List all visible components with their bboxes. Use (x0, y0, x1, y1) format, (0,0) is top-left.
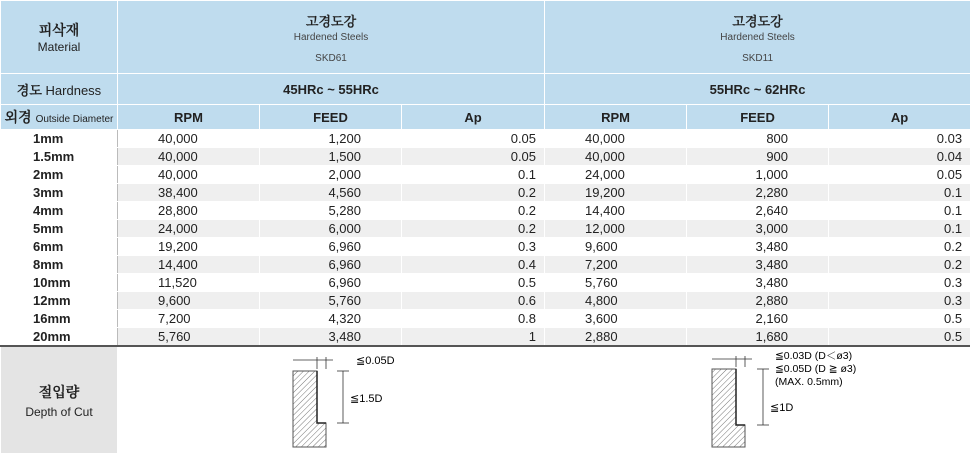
rpm-cell: 40,000 (545, 130, 687, 148)
ap-cell: 0.04 (829, 148, 970, 166)
table-row (1, 220, 970, 238)
diameter-label: 외경 Outside Diameter (1, 105, 118, 130)
ap-cell: 1 (402, 328, 545, 347)
col-ap-2: Ap (829, 105, 970, 130)
feed-cell: 800 (687, 130, 829, 148)
diameter-cell: 1mm (1, 130, 118, 148)
ap-cell: 0.4 (402, 256, 545, 274)
column-header-row (1, 105, 970, 130)
feed-cell: 2,640 (687, 202, 829, 220)
table-row (1, 130, 970, 148)
rpm-cell: 14,400 (545, 202, 687, 220)
table-row (1, 328, 970, 347)
diameter-cell: 10mm (1, 274, 118, 292)
ap-cell: 0.8 (402, 310, 545, 328)
col-rpm-1: RPM (118, 105, 260, 130)
feed-cell: 5,280 (260, 202, 402, 220)
feed-cell: 2,000 (260, 166, 402, 184)
ap-cell: 0.6 (402, 292, 545, 310)
feed-cell: 3,480 (687, 274, 829, 292)
ap-cell: 0.3 (402, 238, 545, 256)
feed-cell: 6,960 (260, 238, 402, 256)
rpm-cell: 19,200 (545, 184, 687, 202)
steel-skd11: 고경도강 Hardened Steels SKD11 (545, 1, 970, 74)
diameter-cell: 4mm (1, 202, 118, 220)
feed-cell: 3,000 (687, 220, 829, 238)
col-rpm-2: RPM (545, 105, 687, 130)
col-feed-2: FEED (687, 105, 829, 130)
rpm-cell: 5,760 (118, 328, 260, 347)
table-row (1, 166, 970, 184)
rpm-cell: 2,880 (545, 328, 687, 347)
depth-diagram-skd11 (545, 346, 970, 454)
steel-skd61: 고경도강 Hardened Steels SKD61 (118, 1, 545, 74)
rpm-cell: 19,200 (118, 238, 260, 256)
ap-cell: 0.5 (829, 328, 970, 347)
rpm-cell: 40,000 (118, 130, 260, 148)
hardness-skd11: 55HRc ~ 62HRc (545, 74, 970, 105)
rpm-cell: 40,000 (545, 148, 687, 166)
ap-cell: 0.1 (829, 220, 970, 238)
ap-cell: 0.1 (402, 166, 545, 184)
feed-cell: 2,880 (687, 292, 829, 310)
ap-cell: 0.2 (402, 220, 545, 238)
rpm-cell: 5,760 (545, 274, 687, 292)
table-row (1, 256, 970, 274)
rpm-cell: 12,000 (545, 220, 687, 238)
feed-cell: 1,500 (260, 148, 402, 166)
ap-cell: 0.5 (829, 310, 970, 328)
diameter-cell: 6mm (1, 238, 118, 256)
feed-cell: 1,000 (687, 166, 829, 184)
col-ap-1: Ap (402, 105, 545, 130)
table-row (1, 292, 970, 310)
feed-cell: 6,000 (260, 220, 402, 238)
ap-cell: 0.2 (402, 202, 545, 220)
feed-cell: 4,560 (260, 184, 402, 202)
ap-cell: 0.3 (829, 274, 970, 292)
ap-cell: 0.05 (829, 166, 970, 184)
material-label: 피삭재 Material (1, 1, 118, 74)
rpm-cell: 7,200 (545, 256, 687, 274)
depth-diagram-skd61 (118, 346, 545, 454)
material-header-row (1, 1, 970, 74)
rpm-cell: 24,000 (545, 166, 687, 184)
diameter-cell: 16mm (1, 310, 118, 328)
ap-cell: 0.03 (829, 130, 970, 148)
depth-of-cut-label: 절입량 Depth of Cut (1, 346, 118, 454)
diameter-cell: 2mm (1, 166, 118, 184)
feed-cell: 2,280 (687, 184, 829, 202)
table-row (1, 202, 970, 220)
hardness-row (1, 74, 970, 105)
diameter-cell: 8mm (1, 256, 118, 274)
ap-cell: 0.3 (829, 292, 970, 310)
rpm-cell: 9,600 (545, 238, 687, 256)
radial-depth-label: ≦0.05D (356, 355, 395, 367)
rpm-cell: 40,000 (118, 166, 260, 184)
feed-cell: 3,480 (260, 328, 402, 347)
feed-cell: 3,480 (687, 238, 829, 256)
ap-cell: 0.2 (402, 184, 545, 202)
diameter-cell: 5mm (1, 220, 118, 238)
table-row (1, 310, 970, 328)
radial-depth-label-2: ≦0.05D (D ≧ ø3) (775, 363, 857, 375)
rpm-cell: 14,400 (118, 256, 260, 274)
hardness-skd61: 45HRc ~ 55HRc (118, 74, 545, 105)
rpm-cell: 40,000 (118, 148, 260, 166)
feed-cell: 4,320 (260, 310, 402, 328)
cut-profile-diagram-1 (118, 347, 545, 453)
radial-depth-max-label: (MAX. 0.5mm) (775, 376, 843, 388)
feed-cell: 6,960 (260, 256, 402, 274)
diameter-cell: 20mm (1, 328, 118, 347)
feed-cell: 3,480 (687, 256, 829, 274)
axial-depth-label: ≦1D (770, 402, 794, 414)
feed-cell: 2,160 (687, 310, 829, 328)
feed-cell: 5,760 (260, 292, 402, 310)
rpm-cell: 38,400 (118, 184, 260, 202)
rpm-cell: 28,800 (118, 202, 260, 220)
feed-cell: 1,200 (260, 130, 402, 148)
rpm-cell: 3,600 (545, 310, 687, 328)
table-row (1, 148, 970, 166)
feed-cell: 6,960 (260, 274, 402, 292)
rpm-cell: 24,000 (118, 220, 260, 238)
rpm-cell: 7,200 (118, 310, 260, 328)
col-feed-1: FEED (260, 105, 402, 130)
diameter-cell: 3mm (1, 184, 118, 202)
diameter-cell: 1.5mm (1, 148, 118, 166)
table-row (1, 238, 970, 256)
table-row (1, 274, 970, 292)
diameter-cell: 12mm (1, 292, 118, 310)
ap-cell: 0.2 (829, 238, 970, 256)
feed-cell: 1,680 (687, 328, 829, 347)
ap-cell: 0.05 (402, 148, 545, 166)
rpm-cell: 9,600 (118, 292, 260, 310)
cut-profile-diagram-2 (545, 347, 970, 453)
rpm-cell: 11,520 (118, 274, 260, 292)
table-row (1, 184, 970, 202)
ap-cell: 0.2 (829, 256, 970, 274)
ap-cell: 0.1 (829, 184, 970, 202)
ap-cell: 0.05 (402, 130, 545, 148)
depth-of-cut-row (1, 346, 970, 454)
ap-cell: 0.1 (829, 202, 970, 220)
axial-depth-label: ≦1.5D (350, 393, 383, 405)
hardness-label: 경도 Hardness (1, 74, 118, 105)
feed-cell: 900 (687, 148, 829, 166)
ap-cell: 0.5 (402, 274, 545, 292)
rpm-cell: 4,800 (545, 292, 687, 310)
radial-depth-label-1: ≦0.03D (D＜ø3) (775, 350, 853, 362)
